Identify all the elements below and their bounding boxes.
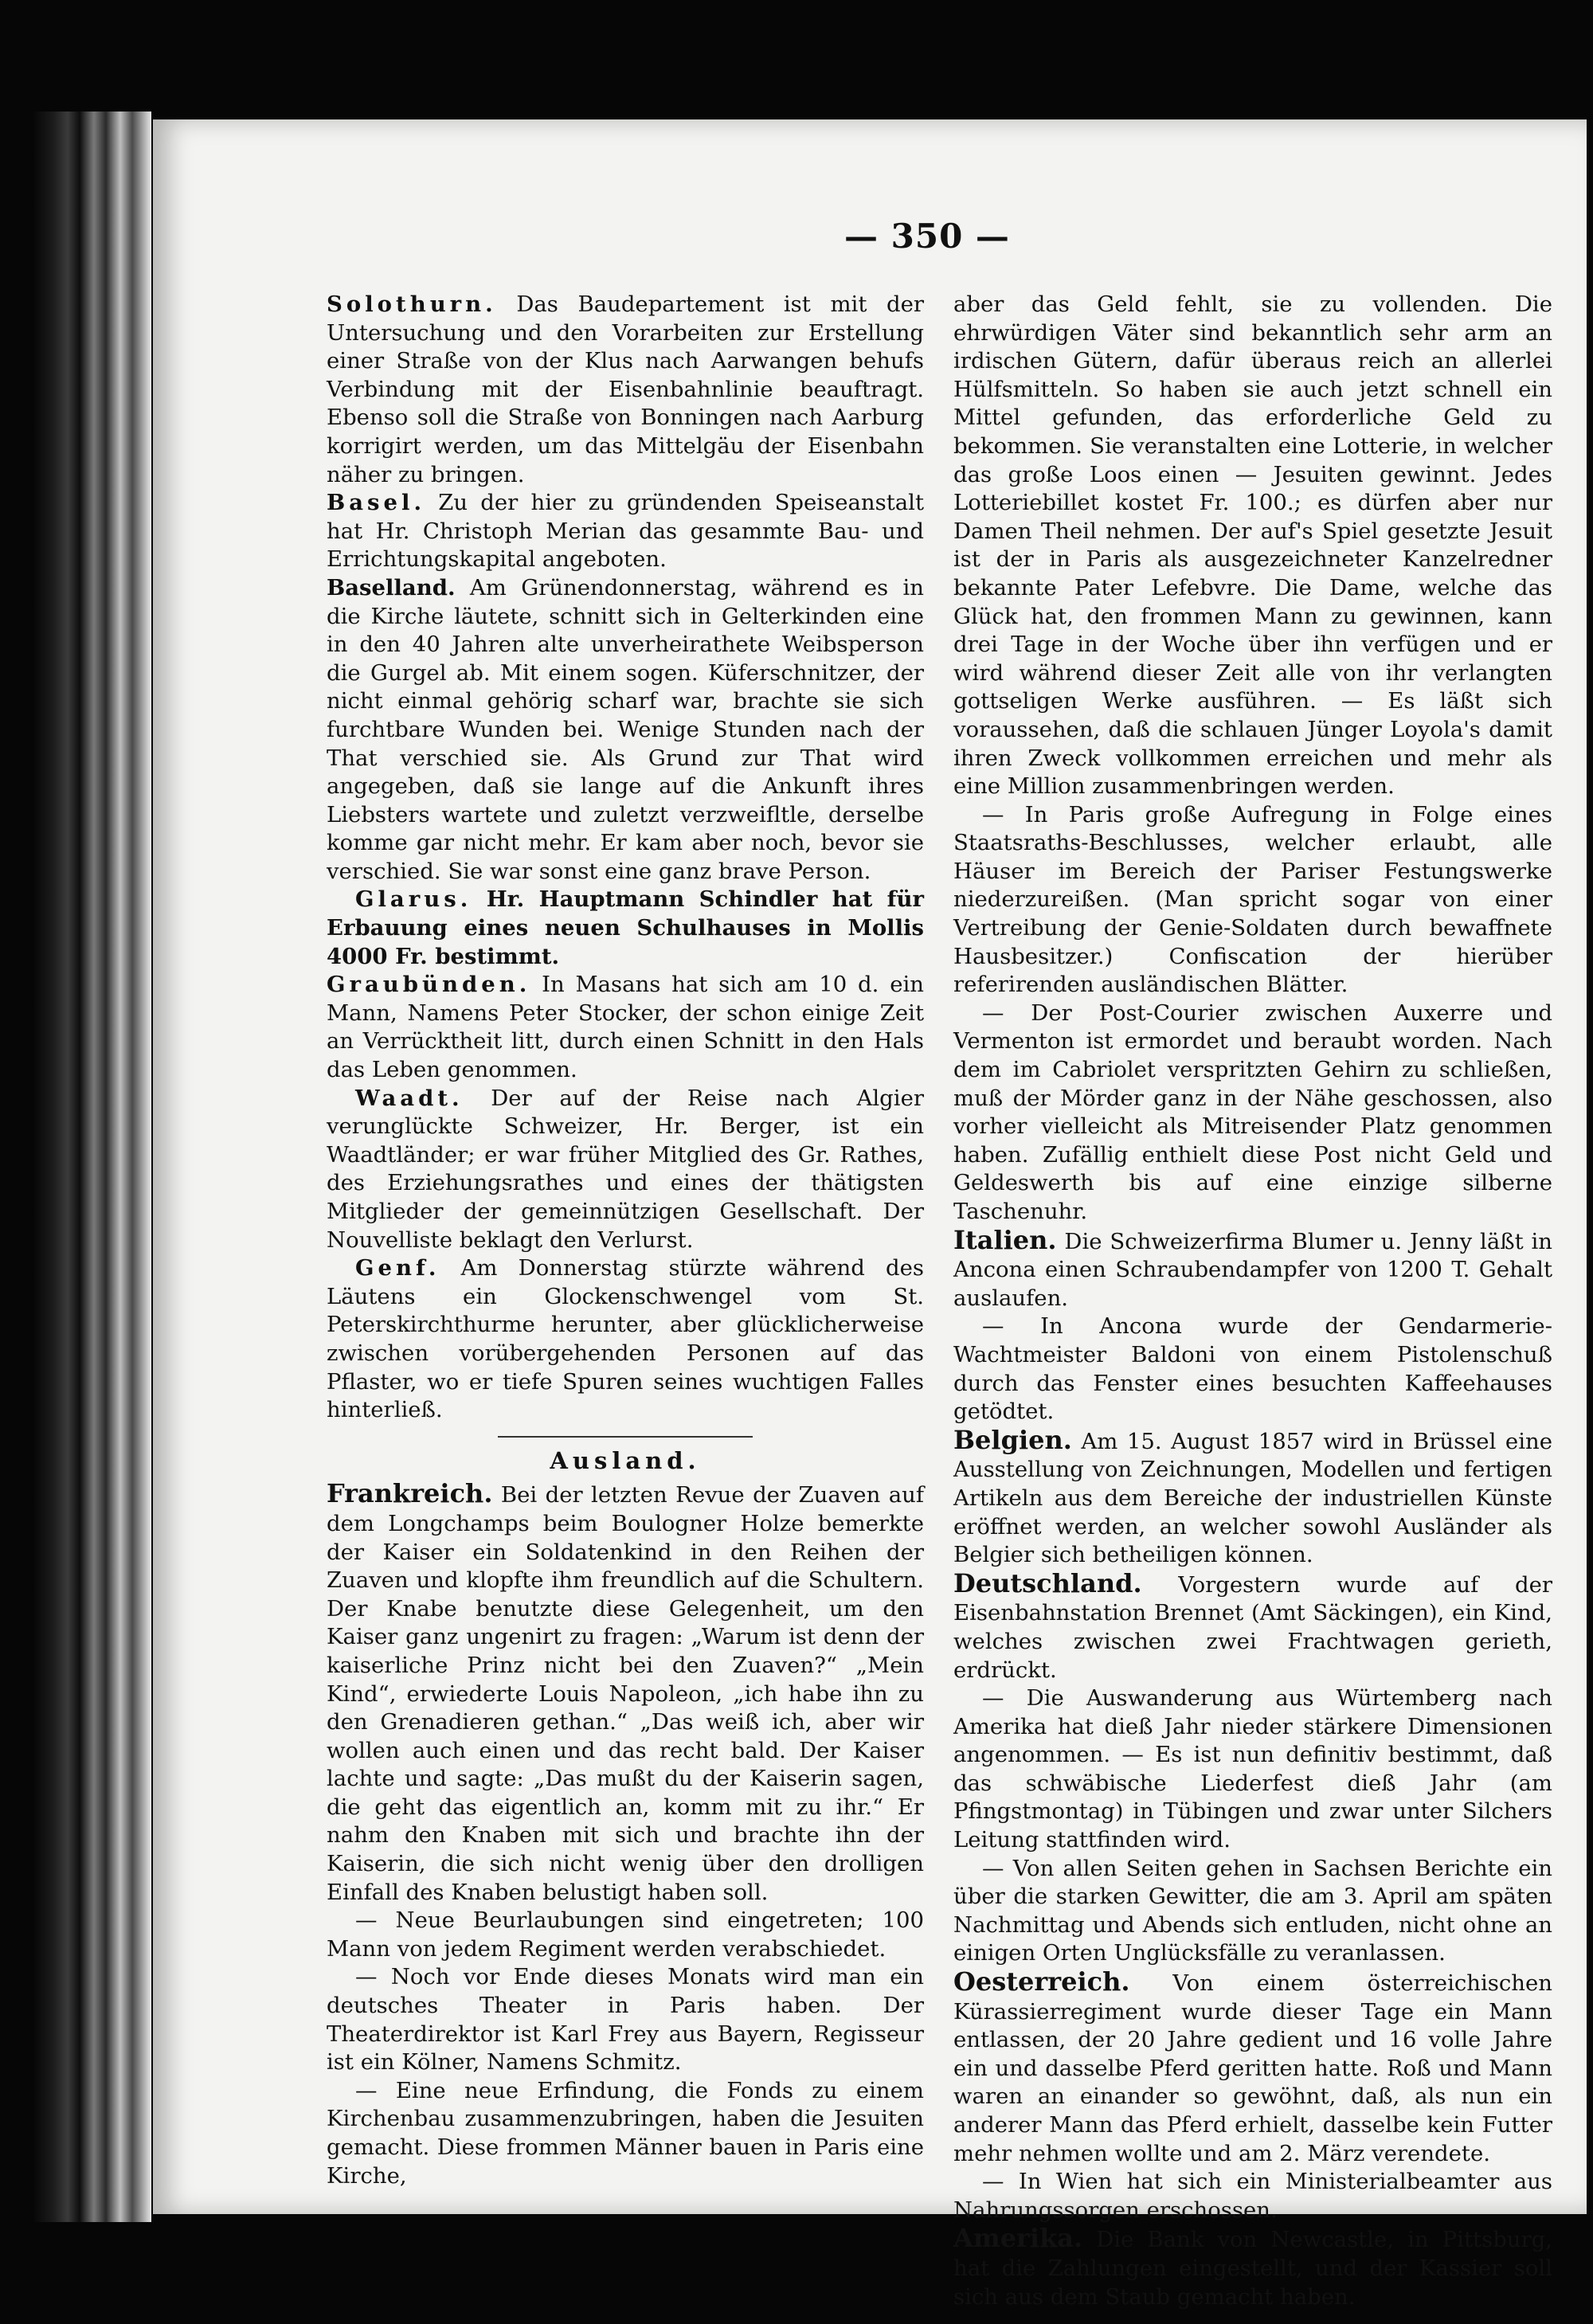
article-baselland (327, 574, 924, 886)
article-amerika (953, 2224, 1552, 2311)
article-graubuenden (327, 971, 924, 1084)
article-text: Der auf der Reise nach Algier verunglückte Schweizer, Hr. Berger, ist ein Waadtländer; er war früher Mitglied des Gr. Rathes, des Erziehungsrathes und eines der thätigsten Mitglieder der gemeinnützigen Gesellschaft. Der Nouvelliste beklagt den Verlurst. (327, 1085, 924, 1253)
article-head: Baselland. (327, 574, 456, 601)
article-glarus (327, 886, 924, 971)
article-text: Am Donnerstag stürzte während des Läutens ein Glockenschwengel vom St. Peterskirchthurme herunter, aber glücklicherweise zwischen vorübergehenden Personen auf das Pflaster, wo er tiefe Spuren seines wuchtigen Falles hinterließ. (327, 1255, 924, 1423)
article-frankreich (327, 1480, 924, 1907)
article-text: Zu der hier zu gründenden Speiseanstalt hat Hr. Christoph Merian das gesammte Bau- und Errichtungskapital angeboten. (327, 490, 924, 573)
article-basel (327, 489, 924, 574)
article-italien (953, 1224, 1552, 1313)
article-deutschland (953, 1567, 1552, 1684)
right-column (953, 291, 1552, 2311)
article-head: Frankreich. (327, 1478, 493, 1509)
article-paragraph: — Von allen Seiten gehen in Sachsen Berichte ein über die starken Gewitter, die am 3. April am späten Nachmittag und Abends sich entluden, nicht ohne an einigen Orten Unglücksfälle zu veranlassen. (953, 1855, 1552, 1966)
article-paragraph: — Der Post-Courier zwischen Auxerre und Vermenton ist ermordet und beraubt worden. Nach dem im Cabriolet verspritzten Gehirn zu schließen, muß der Mörder ganz in der Nähe geschossen, also vorher vielleicht als Mitreisender Platz genommen haben. Zufällig enthielt diese Post nicht Geld und Geldeswerth bis auf eine einzige silberne Taschenuhr. (953, 1000, 1552, 1224)
article-belgien (953, 1426, 1552, 1570)
article-head: Deutschland. (953, 1567, 1142, 1598)
article-text: Die Schweizerfirma Blumer u. Jenny läßt in Ancona einen Schraubendampfer von 1200 T. Gehalt auslaufen. (953, 1228, 1552, 1311)
article-text: Vorgestern wurde auf der Eisenbahnstation Brennet (Amt Säckingen), ein Kind, welches zwischen zwei Frachtwagen gerieth, erdrückt. (953, 1571, 1552, 1683)
article-paragraph: — In Paris große Aufregung in Folge eines Staatsraths-Beschlusses, welcher erlaubt, alle Häuser im Bereich der Pariser Festungswerke niederzureißen. (Man spricht sogar von einer Vertreibung der Genie-Soldaten durch bewaffnete Hausbesitzer.) Confiscation der hierüber referirenden ausländischen Blätter. (953, 801, 1552, 998)
article-genf (327, 1254, 924, 1425)
divider-rule (498, 1436, 753, 1438)
article-paragraph: — Eine neue Erfindung, die Fonds zu einem Kirchenbau zusammenzubringen, haben die Jesuiten gemacht. Diese frommen Männer bauen in Paris eine Kirche, (327, 2077, 924, 2189)
article-head: Glarus. (355, 886, 472, 913)
article-head: Graubünden. (327, 972, 531, 998)
article-paragraph: — In Ancona wurde der Gendarmerie-Wachtmeister Baldoni von einem Pistolenschuß durch das Fenster eines besuchten Kaffeehauses getödtet. (953, 1313, 1552, 1425)
article-paragraph: — Noch vor Ende dieses Monats wird man ein deutsches Theater in Paris haben. Der Theaterdirektor ist Karl Frey aus Bayern, Regisseur ist ein Kölner, Namens Schmitz. (327, 1964, 924, 2076)
article-paragraph: — In Wien hat sich ein Ministerialbeamter aus Nahrungssorgen erschossen. (953, 2169, 1552, 2223)
article-waadt (327, 1085, 924, 1255)
article-paragraph: — Neue Beurlaubungen sind eingetreten; 100 Mann von jedem Regiment werden verabschiedet. (327, 1907, 924, 1962)
page-number: — 350 — (844, 217, 1010, 256)
article-paragraph: — Die Auswanderung aus Würtemberg nach Amerika hat dieß Jahr nieder stärkere Dimensionen angenommen. — Es ist nun definitiv bestimmt, daß das schwäbische Liederfest dieß Jahr (am Pfingstmontag) in Tübingen und zwar unter Silchers Leitung stattfinden wird. (953, 1685, 1552, 1853)
article-oesterreich (953, 1968, 1552, 2168)
article-head: Solothurn. (327, 291, 497, 317)
article-text: In Masans hat sich am 10 d. ein Mann, Namens Peter Stocker, der schon einige Zeit an Verrücktheit litt, durch einen Schnitt in den Hals das Leben genommen. (327, 972, 924, 1083)
article-text: Von einem österreichischen Kürassierregiment wurde dieser Tage ein Mann entlassen, der 20 Jahre gedient und 16 volle Jahre ein und dasselbe Pferd geritten hatte. Roß und Mann waren an einander so gewöhnt, daß, als nun ein anderer Mann das Pferd erhielt, dasselbe kein Futter mehr nehmen wollte und am 2. März verendete. (953, 1970, 1552, 2166)
article-paragraph: aber das Geld fehlt, sie zu vollenden. Die ehrwürdigen Väter sind bekanntlich sehr arm an irdischen Gütern, dafür überaus reich an allerlei Hülfsmitteln. So haben sie auch jetzt schnell ein Mittel gefunden, das erforderliche Geld zu bekommen. Sie veranstalten eine Lotterie, in welcher das große Loos einen — Jesuiten gewinnt. Jedes Lotteriebillet kostet Fr. 100.; es dürfen aber nur Damen Theil nehmen. Der auf's Spiel gesetzte Jesuit ist der in Paris als ausgezeichneter Kanzelredner bekannte Pater Lefebvre. Die Dame, welche das Glück hat, den frommen Mann zu gewinnen, kann drei Tage in der Woche über ihn verfügen und er wird während dieser Zeit alle von ihr verlangten gottseligen Werke ausführen. — Es läßt sich voraussehen, daß die schlauen Jünger Loyola's damit ihren Zweck vollkommen erreichen und mehr als eine Million zusammenbringen werden. (953, 291, 1552, 800)
left-column (327, 291, 924, 2190)
article-solothurn (327, 291, 924, 489)
article-head: Basel. (327, 490, 426, 516)
book-edge (32, 112, 151, 2222)
section-title-ausland: Ausland. (550, 1446, 701, 1474)
article-head: Waadt. (355, 1085, 464, 1111)
article-head: Amerika. (953, 2223, 1083, 2254)
article-head: Genf. (355, 1255, 440, 1281)
article-head: Oesterreich. (953, 1966, 1130, 1997)
article-text: Am Grünendonnerstag, während es in die Kirche läutete, schnitt sich in Gelterkinden eine in den 40 Jahren alte unverheirathete Weibsperson die Gurgel ab. Mit einem sogen. Küferschnitzer, der nicht einmal gehörig scharf war, brachte sie sich furchtbare Wunden bei. Wenige Stunden nach der That verschied sie. Als Grund zur That wird angegeben, daß sie lange auf die Ankunft ihres Liebsters wartete und zuletzt verzweifltle, derselbe komme gar nicht mehr. Er kam aber noch, bevor sie verschied. Sie war sonst eine ganz brave Person. (327, 574, 924, 884)
article-text: Hr. Hauptmann Schindler hat für Erbauung eines neuen Schulhauses in Mollis 4000 Fr. bestimmt. (327, 886, 924, 969)
article-text: Bei der letzten Revue der Zuaven auf dem Longchamps beim Boulogner Holze bemerkte der Kaiser ein Soldatenkind in den Reihen der Zuaven und klopfte ihm freundlich auf die Schultern. Der Knabe benutzte diese Gelegenheit, um den Kaiser ganz ungenirt zu fragen: „Warum ist denn der kaiserliche Prinz nicht bei den Zuaven?“ „Mein Kind“, erwiederte Louis Napoleon, „ich habe ihn zu den Grenadieren gethan.“ „Das weiß ich, aber wir wollen auch einen und das recht bald. Der Kaiser lachte und sagte: „Das mußt du der Kaiserin sagen, die geht das eigentlich an, komm mit zu ihr.“ Er nahm den Knaben mit sich und brachte ihn der Kaiserin, die sich nicht wenig über den drolligen Einfall des Knaben belustigt haben soll. (327, 1482, 924, 1905)
article-head: Italien. (953, 1224, 1057, 1255)
article-text: Das Baudepartement ist mit der Untersuchung und den Vorarbeiten zur Erstellung einer Straße von der Klus nach Aarwangen behufs Verbindung mit der Eisenbahnlinie beauftragt. Ebenso soll die Straße von Bonningen nach Aarburg korrigirt werden, um das Mittelgäu der Eisenbahn näher zu bringen. (327, 291, 924, 487)
article-head: Belgien. (953, 1424, 1072, 1455)
article-text: Die Bank von Newcastle, in Pittsburg, hat die Zahlungen eingestellt, und der Kassier soll sich aus dem Staub gemacht haben. (953, 2227, 1552, 2310)
article-text: Am 15. August 1857 wird in Brüssel eine Ausstellung von Zeichnungen, Modellen und fertigen Artikeln aus dem Bereiche der industriellen Künste eröffnet werden, an welcher sowohl Ausländer als Belgier sich betheiligen können. (953, 1428, 1552, 1568)
